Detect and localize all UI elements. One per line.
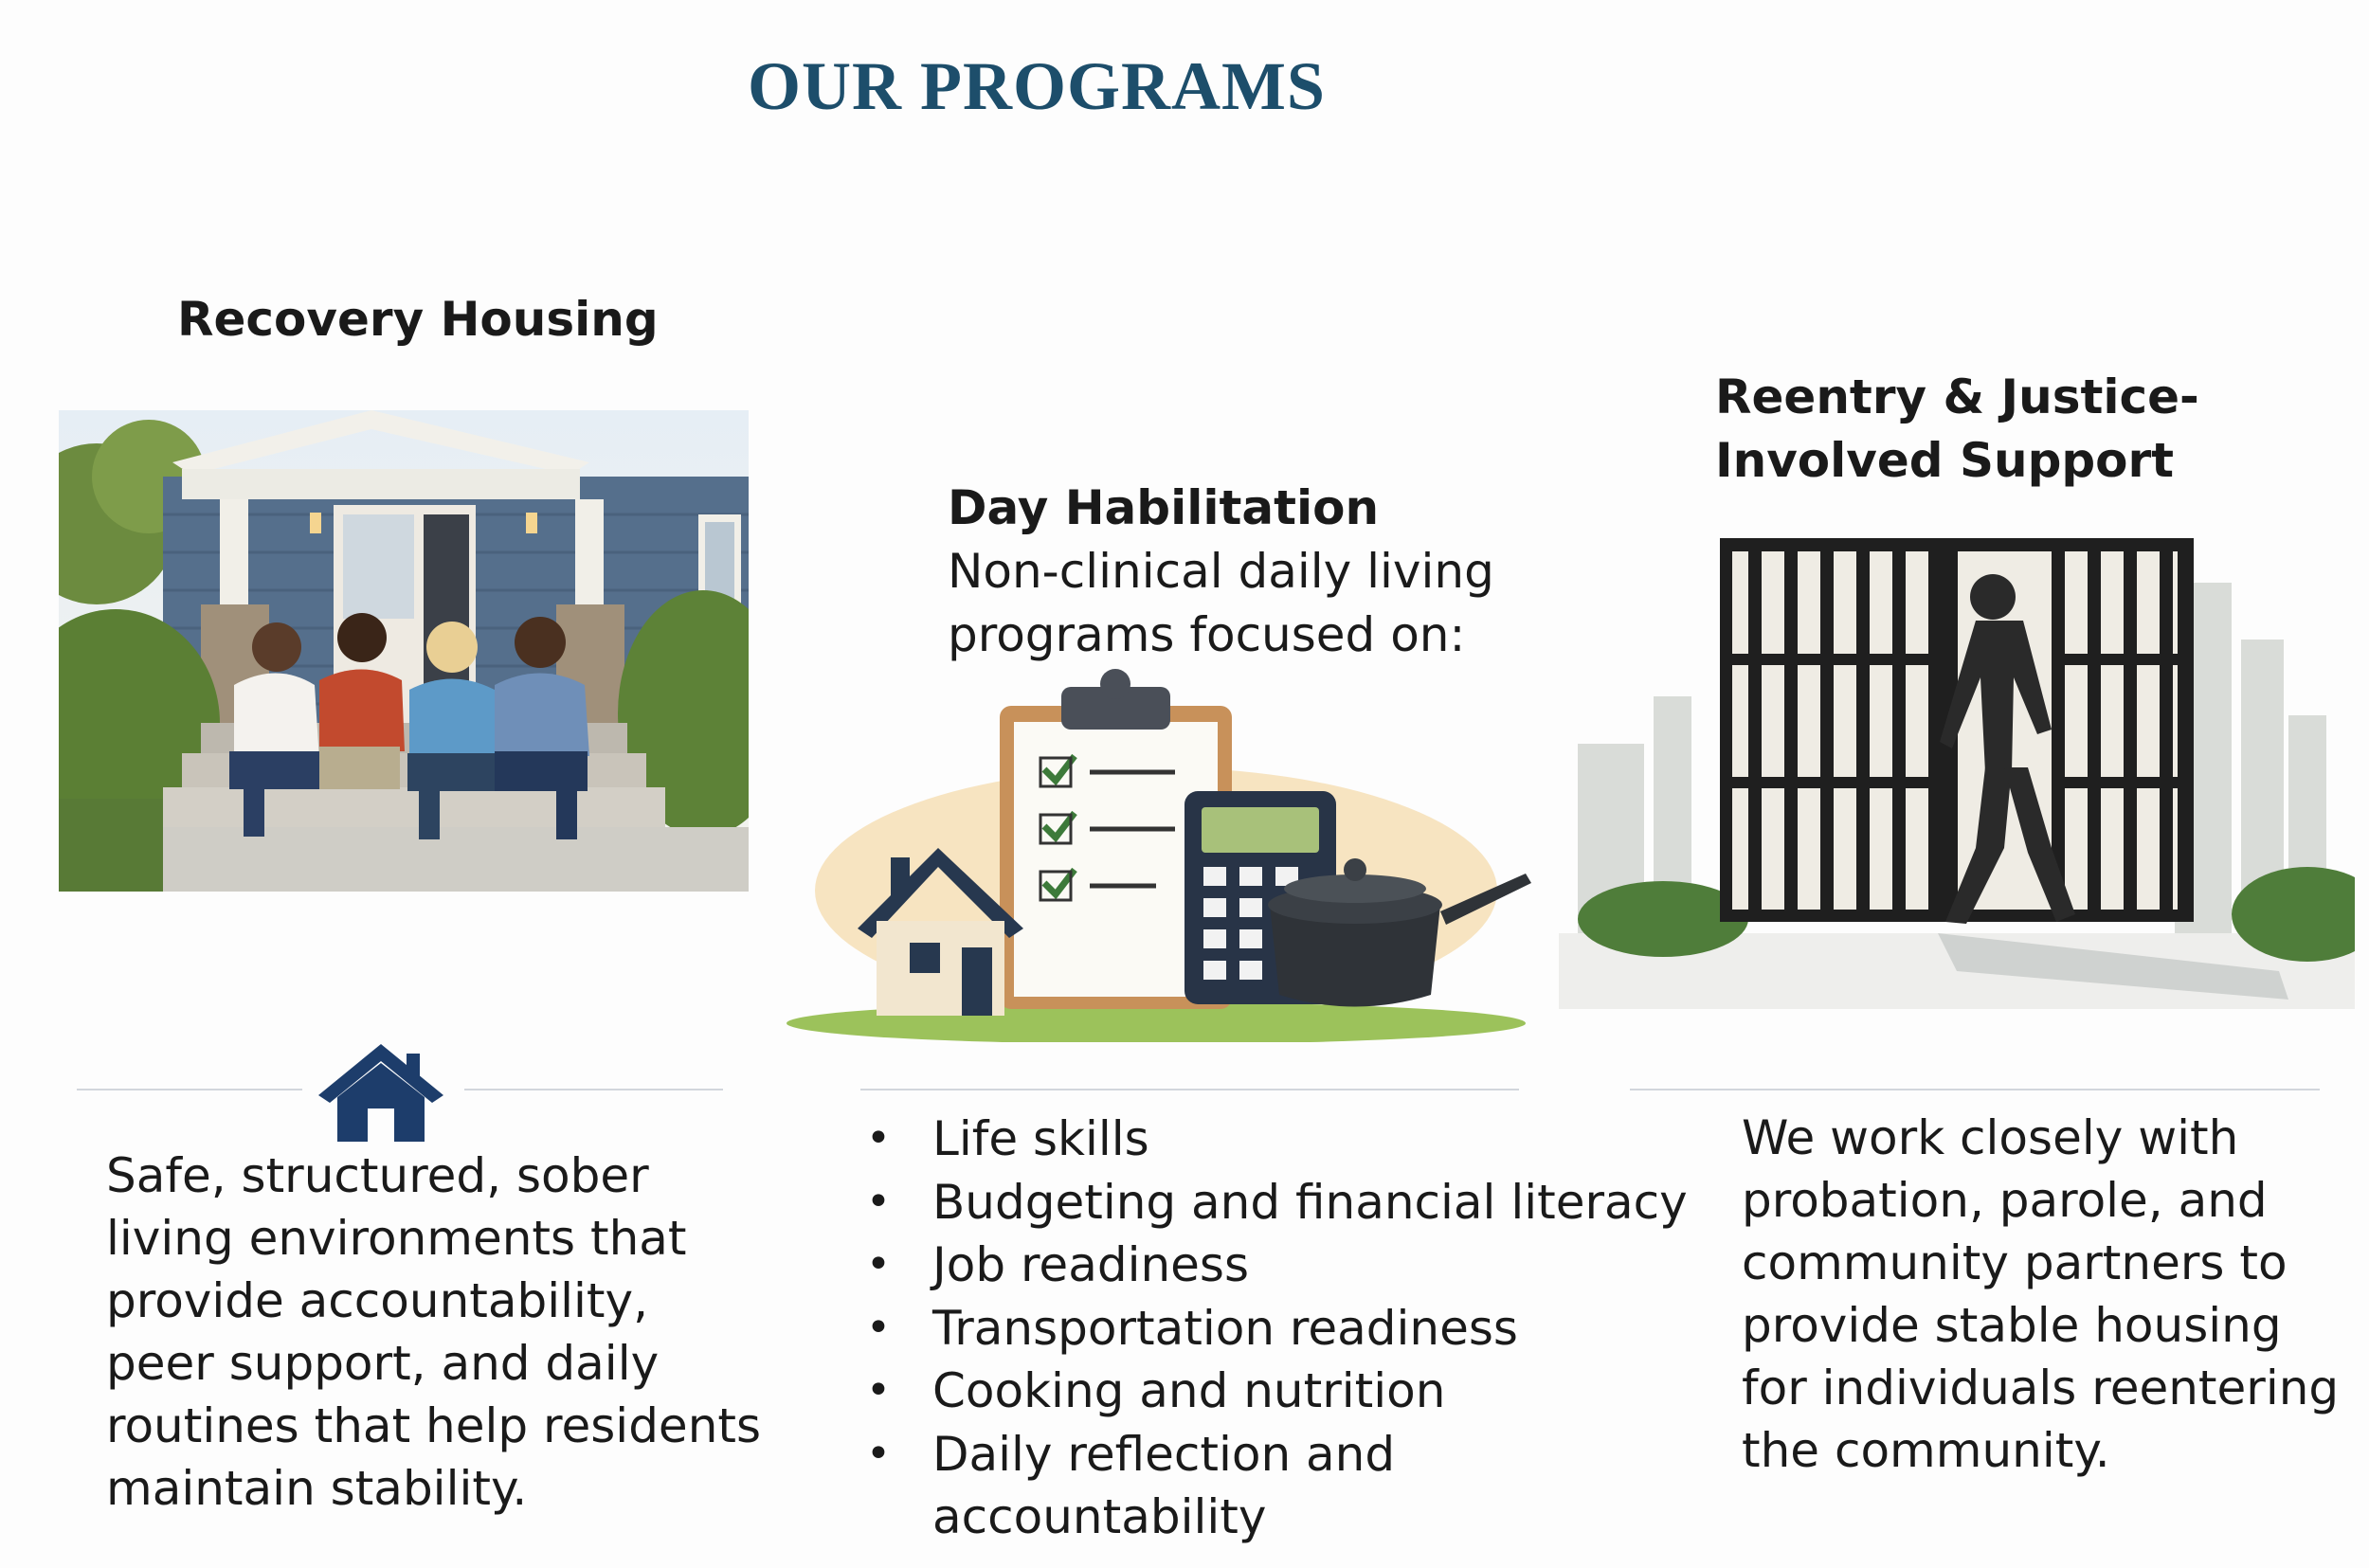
reentry-description: We work closely with probation, parole, and community partners to provide stable housing for individuals reentering the community. <box>1742 1110 2340 1478</box>
list-item: • Job readiness <box>866 1234 1719 1297</box>
reentry-gate-illustration <box>1559 526 2355 1009</box>
divider-right <box>1630 1089 2320 1090</box>
page-title: OUR PROGRAMS <box>748 48 1326 124</box>
day-habilitation-heading: Day Habilitation <box>948 480 1380 535</box>
day-habilitation-subheading: Non-clinical daily living programs focused on: <box>948 544 1494 662</box>
day-habilitation-list <box>866 1108 1719 1549</box>
divider-left-b <box>464 1089 723 1090</box>
list-item: • Transportation readiness <box>866 1297 1719 1361</box>
divider-left-a <box>77 1089 302 1090</box>
divider-middle <box>860 1089 1519 1090</box>
recovery-housing-description: Safe, structured, sober living environments that provide accountability, peer support, and daily routines that help residents maintain stability. <box>106 1148 762 1516</box>
list-item: • Life skills <box>866 1108 1719 1171</box>
list-item: • Daily reflection and accountability <box>866 1423 1463 1549</box>
list-item: • Budgeting and financial literacy <box>866 1171 1719 1235</box>
day-habilitation-illustration <box>777 663 1535 1042</box>
recovery-housing-photo <box>59 410 749 892</box>
recovery-housing-heading: Recovery Housing <box>177 292 659 347</box>
list-item: • Cooking and nutrition <box>866 1360 1719 1423</box>
reentry-heading: Reentry & Justice-Involved Support <box>1715 369 2199 488</box>
house-icon <box>316 1042 445 1142</box>
